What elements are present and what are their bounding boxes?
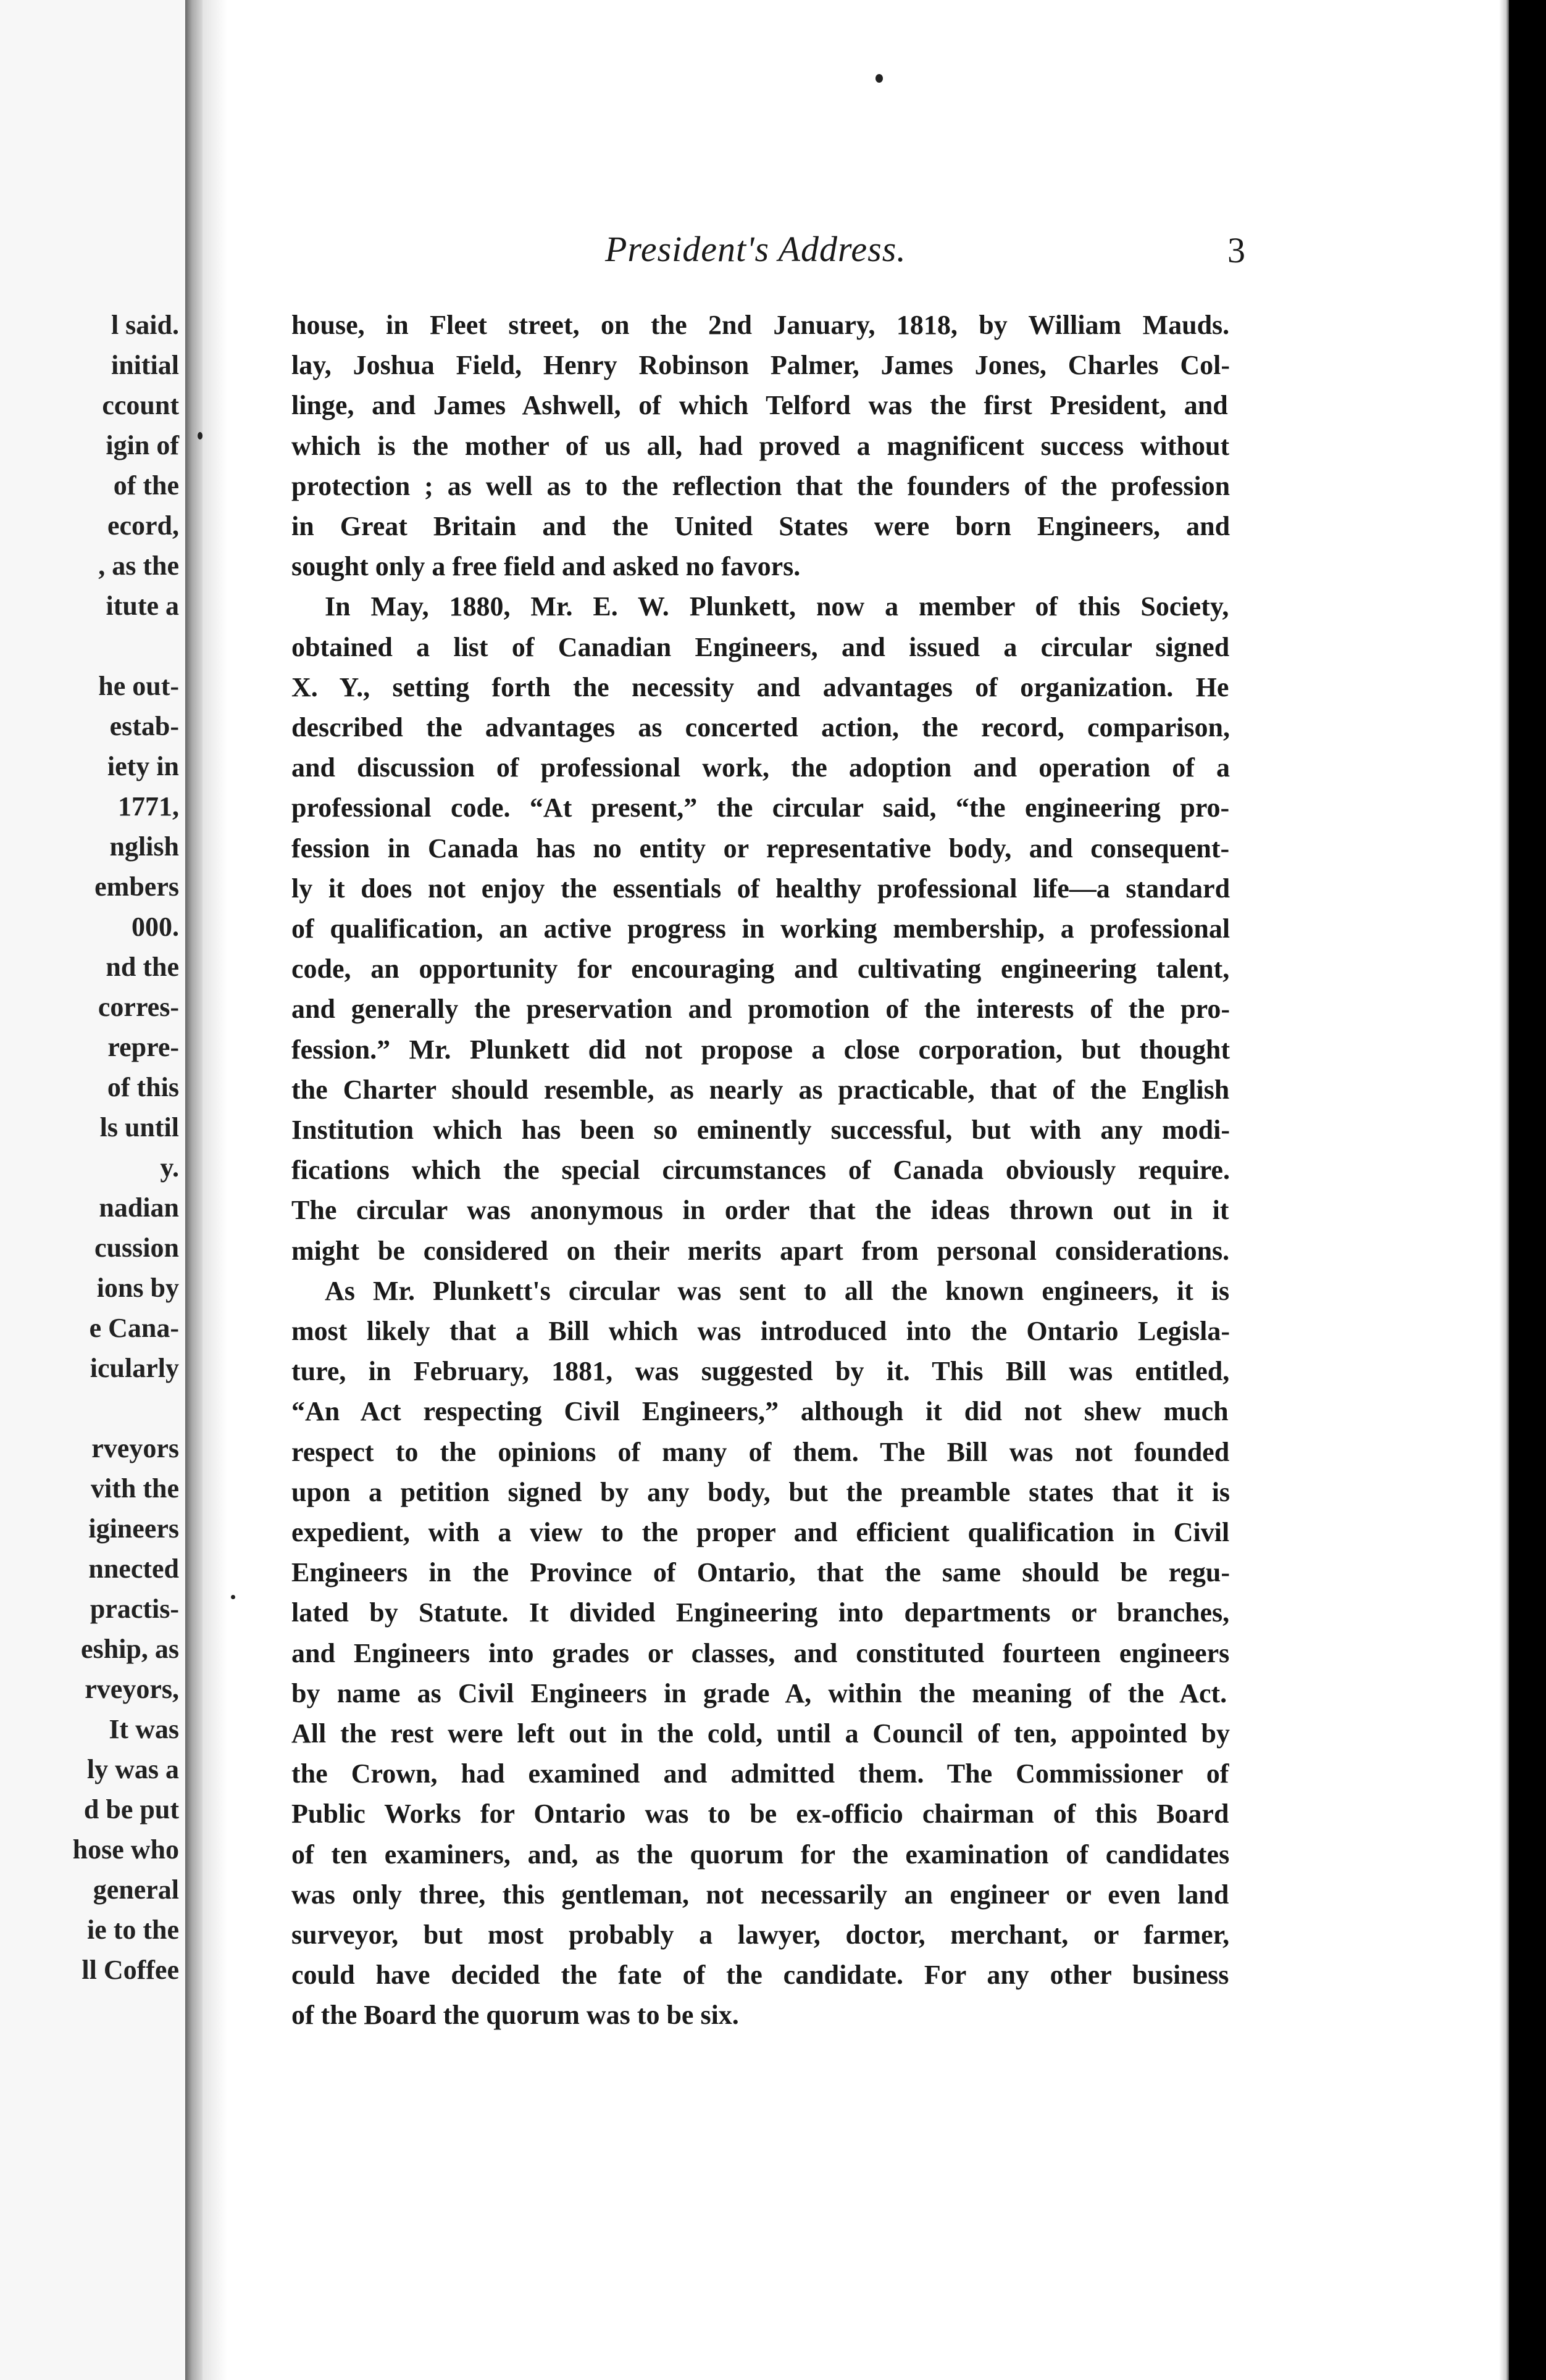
- text-line: was only three, this gentleman, not necessarily an engineer or even land: [291, 1879, 1229, 1910]
- text-line: Institution which has been so eminently successful, but with any modi-: [291, 1115, 1230, 1145]
- text-line: Engineers in the Province of Ontario, that the same should be regu-: [291, 1557, 1230, 1587]
- text-line: ture, in February, 1881, was suggested by it. This Bill was entitled,: [291, 1356, 1230, 1386]
- facing-page-line: rveyors,: [85, 1674, 179, 1704]
- facing-page-line: initial: [111, 350, 179, 380]
- facing-page-line: nglish: [109, 831, 179, 862]
- text-line: sought only a free field and asked no favors.: [291, 551, 801, 581]
- text-line: described the advantages as concerted action, the record, comparison,: [291, 712, 1230, 743]
- text-line: house, in Fleet street, on the 2nd January, 1818, by William Mauds.: [291, 310, 1230, 340]
- text-line: The circular was anonymous in order that the ideas thrown out in it: [291, 1195, 1229, 1225]
- facing-page-line: ccount: [102, 390, 179, 420]
- page-number: 3: [1227, 230, 1245, 270]
- text-line: fession.” Mr. Plunkett did not propose a close corporation, but thought: [291, 1034, 1231, 1065]
- facing-page-line: he out-: [98, 671, 179, 701]
- text-line: the Crown, had examined and admitted them. The Commissioner of: [291, 1758, 1229, 1789]
- facing-page-line: It was: [109, 1714, 179, 1744]
- text-line: As Mr. Plunkett's circular was sent to all the known engineers, it is: [325, 1276, 1230, 1306]
- text-line: might be considered on their merits apart from personal considerations.: [291, 1236, 1230, 1266]
- text-line: In May, 1880, Mr. E. W. Plunkett, now a member of this Society,: [325, 591, 1229, 622]
- text-line: ly it does not enjoy the essentials of healthy professional life—a standard: [291, 873, 1231, 904]
- text-line: and generally the preservation and promotion of the interests of the pro-: [291, 994, 1231, 1024]
- facing-page-line: y.: [160, 1152, 179, 1183]
- facing-page-line: ecord,: [107, 510, 179, 541]
- facing-page-line: l said.: [111, 310, 179, 340]
- text-line: fession in Canada has no entity or representative body, and consequent-: [291, 833, 1230, 863]
- facing-page-line: igin of: [106, 430, 179, 460]
- text-line: Public Works for Ontario was to be ex-officio chairman of this Board: [291, 1799, 1229, 1829]
- facing-page-line: itute a: [106, 591, 179, 621]
- facing-page-line: ls until: [99, 1112, 179, 1142]
- text-line: respect to the opinions of many of them. The Bill was not founded: [291, 1437, 1230, 1467]
- text-line: linge, and James Ashwell, of which Telford was the first President, and: [291, 390, 1228, 420]
- text-line: professional code. “At present,” the circular said, “the engineering pro-: [291, 793, 1230, 823]
- scan-border: [1509, 0, 1546, 2380]
- facing-page-line: 1771,: [118, 791, 179, 822]
- text-line: code, an opportunity for encouraging and cultivating engineering talent,: [291, 954, 1230, 984]
- facing-page-line: d be put: [83, 1794, 179, 1825]
- facing-page-line: nd the: [106, 952, 179, 982]
- text-line: of ten examiners, and, as the quorum for the examination of candidates: [291, 1839, 1230, 1870]
- text-line: lay, Joshua Field, Henry Robinson Palmer, James Jones, Charles Col-: [291, 350, 1230, 380]
- facing-page-line: , as the: [98, 551, 179, 581]
- facing-page-line: repre-: [107, 1032, 179, 1062]
- text-line: fications which the special circumstances of Canada obviously require.: [291, 1155, 1230, 1185]
- facing-page-line: icularly: [90, 1353, 179, 1383]
- facing-page-line: of the: [113, 470, 179, 501]
- text-line: upon a petition signed by any body, but the preamble states that it is: [291, 1477, 1231, 1507]
- facing-page-line: ie to the: [86, 1915, 179, 1945]
- text-line: protection ; as well as to the reflection that the founders of the profession: [291, 471, 1231, 501]
- facing-page-line: e Cana-: [89, 1313, 179, 1343]
- text-line: X. Y., setting forth the necessity and advantages of organization. He: [291, 672, 1229, 702]
- facing-page-line: nadian: [99, 1192, 179, 1223]
- text-line: most likely that a Bill which was introduced into the Ontario Legisla-: [291, 1316, 1230, 1346]
- text-line: the Charter should resemble, as nearly as practicable, that of the English: [291, 1075, 1230, 1105]
- facing-page-line: practis-: [90, 1594, 179, 1624]
- facing-page-line: eship, as: [81, 1634, 179, 1664]
- text-line: obtained a list of Canadian Engineers, and issued a circular signed: [291, 632, 1230, 662]
- facing-page-line: ll Coffee: [81, 1955, 179, 1985]
- text-line: lated by Statute. It divided Engineering into departments or branches,: [291, 1597, 1230, 1628]
- text-line: in Great Britain and the United States were born Engineers, and: [291, 511, 1231, 541]
- facing-page-line: vith the: [91, 1473, 179, 1504]
- facing-page-line: estab-: [109, 711, 179, 741]
- facing-page-line: rveyors: [91, 1433, 179, 1463]
- facing-page-line: 000.: [132, 912, 179, 942]
- text-line: which is the mother of us all, had proved a magnificent success without: [291, 431, 1230, 461]
- text-line: and Engineers into grades or classes, and constituted fourteen engineers: [291, 1638, 1230, 1668]
- text-line: by name as Civil Engineers in grade A, within the meaning of the Act.: [291, 1678, 1227, 1708]
- text-line: “An Act respecting Civil Engineers,” although it did not shew much: [291, 1396, 1229, 1426]
- text-line: All the rest were left out in the cold, until a Council of ten, appointed by: [291, 1718, 1230, 1749]
- running-header-title: President's Address.: [605, 229, 906, 269]
- facing-page-line: corres-: [98, 992, 179, 1022]
- text-line: surveyor, but most probably a lawyer, doctor, merchant, or farmer,: [291, 1920, 1230, 1950]
- facing-page-line: general: [93, 1874, 179, 1905]
- facing-page-line: iety in: [107, 751, 179, 781]
- text-line: expedient, with a view to the proper and efficient qualification in Civil: [291, 1517, 1230, 1547]
- facing-page-line: ly was a: [86, 1754, 179, 1784]
- text-line: could have decided the fate of the candidate. For any other business: [291, 1960, 1229, 1990]
- text-line: of qualification, an active progress in working membership, a professional: [291, 913, 1231, 944]
- facing-page-line: embers: [94, 872, 179, 902]
- text-line: of the Board the quorum was to be six.: [291, 2000, 739, 2030]
- facing-page-line: ions by: [96, 1273, 179, 1303]
- text-line: and discussion of professional work, the adoption and operation of a: [291, 752, 1230, 783]
- facing-page-line: hose who: [72, 1834, 179, 1865]
- facing-page-line: igineers: [88, 1513, 179, 1544]
- page-edge: [1499, 0, 1509, 2380]
- facing-page-line: cussion: [94, 1233, 179, 1263]
- facing-page-line: of this: [107, 1072, 179, 1102]
- facing-page-line: nnected: [88, 1554, 179, 1584]
